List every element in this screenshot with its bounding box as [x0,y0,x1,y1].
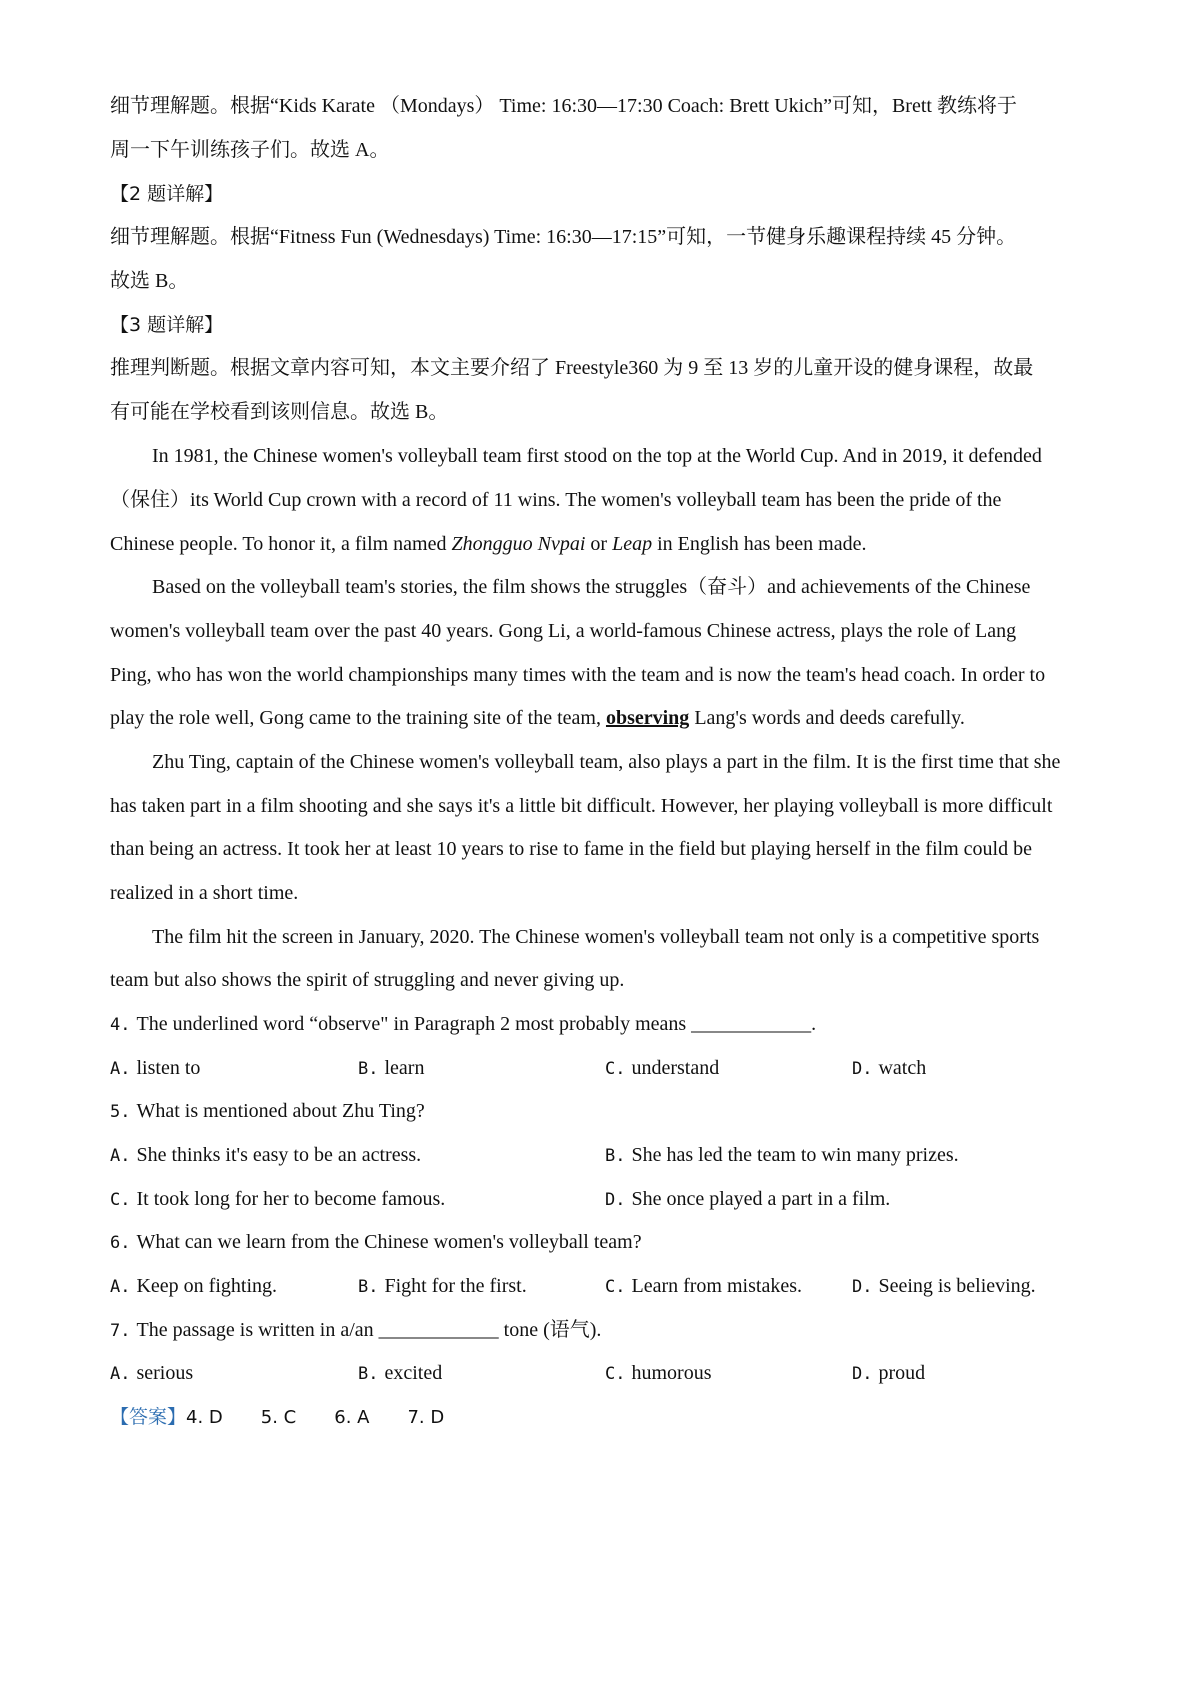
option-text: It took long for her to become famous. [136,1188,446,1210]
option-text: humorous [631,1362,712,1384]
option-letter: A. [110,1146,131,1166]
question-number: 7. [110,1321,131,1341]
question-number: 5. [110,1102,131,1122]
option-letter: C. [110,1190,131,1210]
option-text: watch [878,1057,927,1079]
passage-p2-line4 [110,704,1100,732]
option-letter: B. [358,1277,379,1297]
q7-option-c[interactable] [605,1359,711,1388]
text-run: or [585,533,613,555]
option-letter: C. [605,1059,626,1079]
option-letter: D. [852,1364,873,1384]
option-text: Keep on fighting. [136,1275,278,1297]
option-letter: A. [110,1059,131,1079]
passage-p1-line1: In 1981, the Chinese women's volleyball team first stood on the top at the World Cup. And in 2019, it defended [152,445,1042,467]
q6-option-b[interactable] [358,1272,527,1301]
question-text: The passage is written in a/an ____________ tone (语气). [136,1319,602,1341]
passage-p2-line1: Based on the volleyball team's stories, the film shows the struggles（奋斗）and achievements of the Chinese [152,576,1031,598]
film-title-chinese: Zhongguo Nvpai [451,533,586,555]
q4-option-c[interactable] [605,1054,719,1083]
option-letter: B. [358,1059,379,1079]
option-text: Seeing is believing. [878,1275,1036,1297]
q5-option-d[interactable] [605,1185,890,1214]
q2-header: 【2 题详解】 [110,183,224,205]
q5-option-b[interactable] [605,1141,959,1170]
q2-analysis-line1: 细节理解题。根据“Fitness Fun (Wednesdays) Time: 16:30—17:15”可知，一节健身乐趣课程持续 45 分钟。 [110,226,1017,248]
q6-option-d[interactable] [852,1272,1036,1301]
option-text: serious [136,1362,194,1384]
passage-p3-line4: realized in a short time. [110,882,299,904]
question-number: 4. [110,1015,131,1035]
q3-analysis-line1: 推理判断题。根据文章内容可知，本文主要介绍了 Freestyle360 为 9 至 13 岁的儿童开设的健身课程，故最 [110,357,1034,379]
q6-option-a[interactable] [110,1272,277,1301]
option-letter: D. [852,1277,873,1297]
option-letter: B. [358,1364,379,1384]
text-run: play the role well, Gong came to the training site of the team, [110,707,606,729]
answer-item: 6. A [334,1407,370,1428]
option-text: listen to [136,1057,201,1079]
option-letter: B. [605,1146,626,1166]
q7-option-a[interactable] [110,1359,193,1388]
option-text: She thinks it's easy to be an actress. [136,1144,422,1166]
q7-option-b[interactable] [358,1359,442,1388]
text-run: Chinese people. To honor it, a film named [110,533,452,555]
question-text: What is mentioned about Zhu Ting? [136,1100,425,1122]
q3-header: 【3 题详解】 [110,314,224,336]
passage-p1-line2: （保住）its World Cup crown with a record of 11 wins. The women's volleyball team has been the pride of the [110,489,1002,511]
answer-item: 4. D [186,1407,223,1428]
option-text: She once played a part in a film. [631,1188,891,1210]
option-text: Fight for the first. [384,1275,527,1297]
passage-p4-line1: The film hit the screen in January, 2020. The Chinese women's volleyball team not only is a competitive sports [152,926,1040,948]
option-text: She has led the team to win many prizes. [631,1144,959,1166]
option-letter: C. [605,1277,626,1297]
text-run: Lang's words and deeds carefully. [689,707,965,729]
passage-p2-line2: women's volleyball team over the past 40 years. Gong Li, a world-famous Chinese actress, plays the role of Lang [110,620,1017,642]
option-letter: A. [110,1277,131,1297]
q4-option-d[interactable] [852,1054,926,1083]
passage-p3-line3: than being an actress. It took her at least 10 years to rise to fame in the field but playing herself in the film could be [110,838,1032,860]
option-text: learn [384,1057,425,1079]
question-6-stem [110,1228,1100,1257]
option-text: understand [631,1057,720,1079]
answer-label: 【答案】 [110,1406,187,1428]
answer-item: 7. D [407,1407,445,1428]
answer-item: 5. C [260,1407,297,1428]
question-7-stem [110,1316,1100,1345]
film-title-english: Leap [612,533,653,555]
passage-p4-line2: team but also shows the spirit of struggling and never giving up. [110,969,625,991]
passage-p3-line1: Zhu Ting, captain of the Chinese women's volleyball team, also plays a part in the film. It is the first time that she [152,751,1061,773]
option-text: proud [878,1362,926,1384]
q7-option-d[interactable] [852,1359,925,1388]
question-text: What can we learn from the Chinese women's volleyball team? [136,1231,642,1253]
q3-analysis-line2: 有可能在学校看到该则信息。故选 B。 [110,401,449,423]
answer-key [110,1403,1100,1432]
underlined-word: observing [605,707,690,729]
q6-option-c[interactable] [605,1272,802,1301]
question-number: 6. [110,1233,131,1253]
option-letter: A. [110,1364,131,1384]
q1-analysis-line1: 细节理解题。根据“Kids Karate （Mondays） Time: 16:30—17:30 Coach: Brett Ukich”可知，Brett 教练将于 [110,95,1017,117]
option-text: Learn from mistakes. [631,1275,802,1297]
passage-p1-line3 [110,530,1100,558]
q4-option-a[interactable] [110,1054,200,1083]
option-letter: C. [605,1364,626,1384]
question-text: The underlined word “observe" in Paragraph 2 most probably means ____________. [136,1013,817,1035]
question-5-stem [110,1097,1100,1126]
text-run: in English has been made. [652,533,867,555]
question-4-stem [110,1010,1100,1039]
passage-p2-line3: Ping, who has won the world championships many times with the team and is now the team's head coach. In order to [110,664,1046,686]
q5-option-a[interactable] [110,1141,421,1170]
q4-option-b[interactable] [358,1054,424,1083]
q2-analysis-line2: 故选 B。 [110,270,189,292]
option-letter: D. [605,1190,626,1210]
option-text: excited [384,1362,443,1384]
option-letter: D. [852,1059,873,1079]
passage-p3-line2: has taken part in a film shooting and she says it's a little bit difficult. However, her playing volleyball is more difficult [110,795,1053,817]
q1-analysis-line2: 周一下午训练孩子们。故选 A。 [110,139,390,161]
q5-option-c[interactable] [110,1185,445,1214]
